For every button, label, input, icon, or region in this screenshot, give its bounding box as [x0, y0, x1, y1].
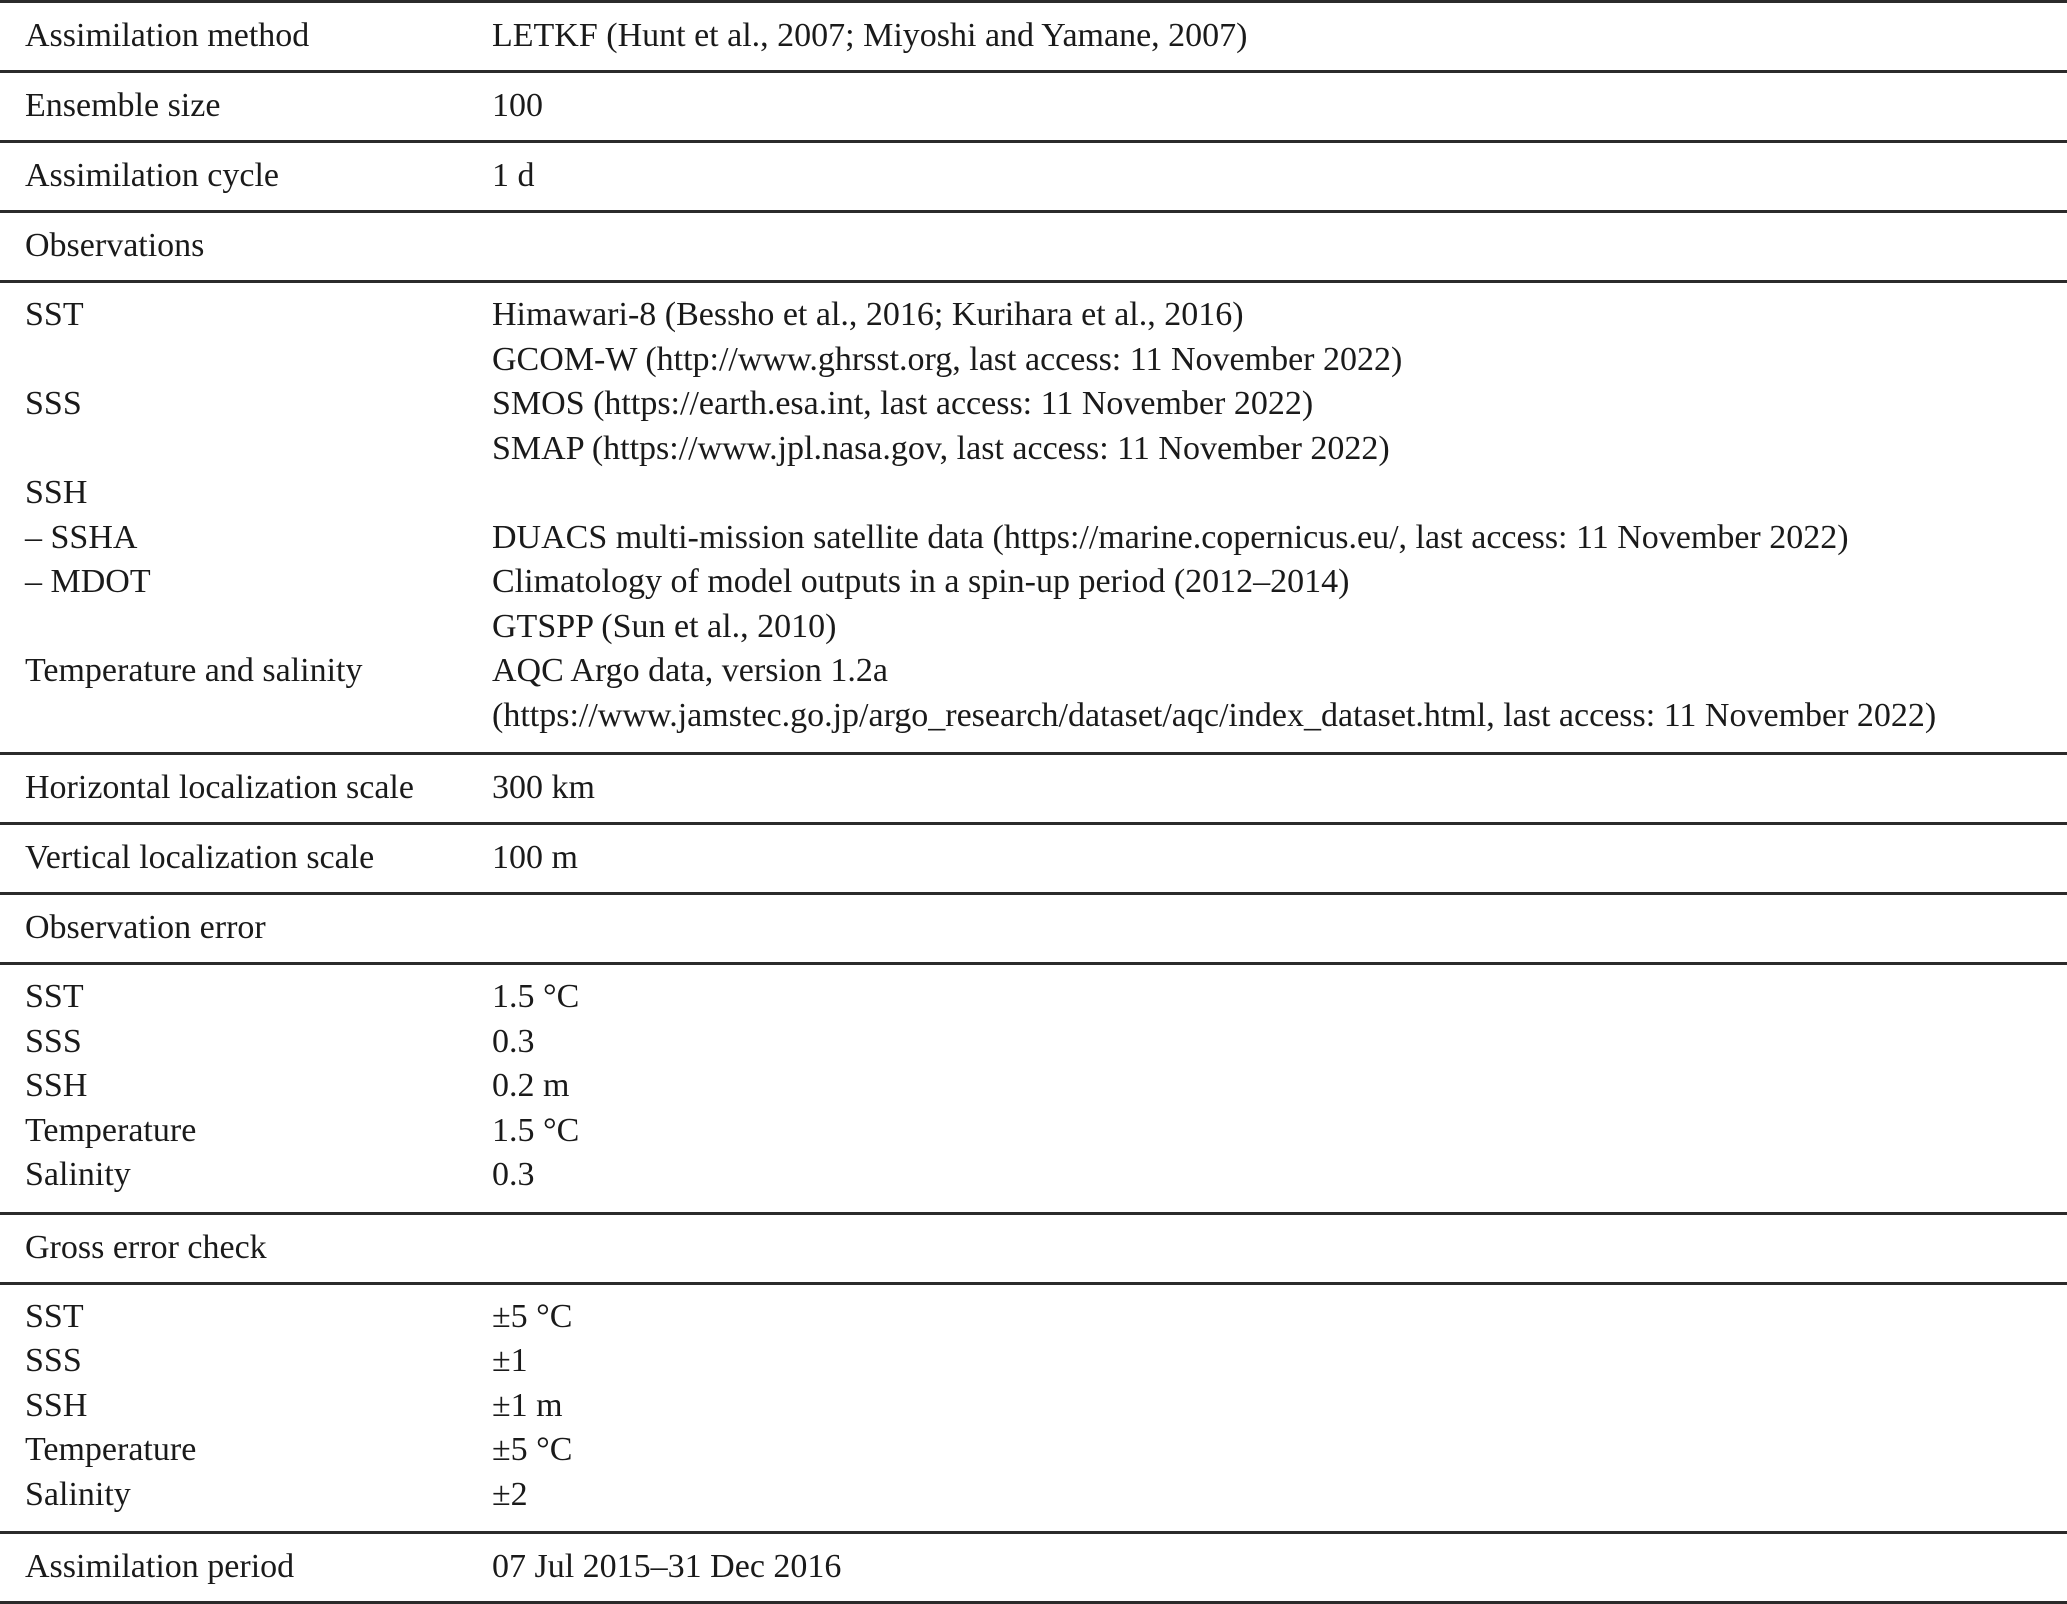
row-label: SSS [25, 385, 82, 422]
row-label: SST [25, 978, 84, 1015]
table-row [0, 975, 2067, 1020]
row-label: Horizontal localization scale [25, 769, 414, 806]
row-value: 07 Jul 2015–31 Dec 2016 [492, 1548, 842, 1585]
table-row [0, 382, 2067, 427]
row-label: SSH [25, 474, 88, 511]
table-row [0, 1109, 2067, 1154]
row-label: SST [25, 296, 84, 333]
row-value: 0.3 [492, 1022, 535, 1060]
row-label [0, 694, 492, 739]
table-row [0, 649, 2067, 694]
table-row [0, 471, 2067, 516]
gross-error-check-block [0, 1285, 2067, 1532]
row-value: ±1 m [492, 1386, 563, 1424]
table-row [0, 1534, 2067, 1601]
section-header-gross-error-check [0, 1215, 2067, 1282]
row-label [0, 338, 492, 383]
table-row [0, 1153, 2067, 1198]
table-row [0, 560, 2067, 605]
row-label: – SSHA [25, 518, 138, 556]
table-row [0, 694, 2067, 739]
table-row [0, 1020, 2067, 1065]
table-row [0, 3, 2067, 70]
row-value: SMAP (https://www.jpl.nasa.gov, last access: 11 November 2022) [492, 429, 1390, 467]
row-value: 1.5 °C [492, 1111, 580, 1149]
section-header-observations [0, 213, 2067, 280]
row-value: LETKF (Hunt et al., 2007; Miyoshi and Yamane, 2007) [492, 17, 1248, 54]
row-label: SSH [25, 1067, 88, 1104]
row-label: – MDOT [25, 563, 151, 600]
row-value: 100 m [492, 839, 578, 876]
row-value: GTSPP (Sun et al., 2010) [492, 607, 837, 645]
row-label: Temperature [25, 1111, 197, 1149]
row-label: Ensemble size [25, 87, 221, 124]
row-label: SST [25, 1297, 84, 1335]
row-label: Assimilation cycle [25, 157, 280, 194]
row-value: 0.2 m [492, 1067, 570, 1104]
section-header-observation-error [0, 895, 2067, 962]
row-value: SMOS (https://earth.esa.int, last access: 11 November 2022) [492, 385, 1314, 422]
row-label: Temperature and salinity [25, 652, 363, 689]
table-row [0, 1295, 2067, 1340]
row-value: DUACS multi-mission satellite data (https://marine.copernicus.eu/, last access: 11 November 2022) [492, 518, 1849, 556]
table-row [0, 143, 2067, 210]
table-row [0, 755, 2067, 822]
table-row [0, 1064, 2067, 1109]
row-value: ±2 [492, 1475, 528, 1513]
table-row [0, 293, 2067, 338]
table-row [0, 1384, 2067, 1429]
table-row [0, 1428, 2067, 1473]
table-row [0, 338, 2067, 383]
row-value: (https://www.jamstec.go.jp/argo_research/dataset/aqc/index_dataset.html, last access: 11 November 2022) [492, 696, 1937, 734]
row-value: GCOM-W (http://www.ghrsst.org, last access: 11 November 2022) [492, 340, 1403, 378]
observation-error-block [0, 965, 2067, 1212]
row-label [0, 427, 492, 472]
row-value: 0.3 [492, 1156, 535, 1193]
section-header: Gross error check [25, 1228, 267, 1266]
row-label: SSS [25, 1342, 82, 1379]
table-row [0, 605, 2067, 650]
row-value: 100 [492, 87, 543, 124]
section-header: Observation error [25, 909, 266, 946]
row-label [0, 605, 492, 650]
row-value: 1.5 °C [492, 978, 580, 1015]
row-value: AQC Argo data, version 1.2a [492, 652, 888, 689]
row-value: Climatology of model outputs in a spin-up period (2012–2014) [492, 563, 1350, 600]
row-label: Assimilation period [25, 1548, 295, 1585]
table-row [0, 427, 2067, 472]
row-label: Assimilation method [25, 17, 310, 54]
row-value: ±5 °C [492, 1431, 573, 1468]
row-label: Salinity [25, 1156, 131, 1193]
row-label: SSS [25, 1022, 82, 1060]
row-value: 1 d [492, 157, 535, 194]
row-label: Temperature [25, 1431, 197, 1468]
table-row [0, 73, 2067, 140]
table-row [0, 1339, 2067, 1384]
row-label: Vertical localization scale [25, 839, 375, 876]
row-value: ±5 °C [492, 1297, 573, 1335]
row-label: SSH [25, 1386, 88, 1424]
observations-block [0, 283, 2067, 752]
row-value: Himawari-8 (Bessho et al., 2016; Kurihara et al., 2016) [492, 296, 1244, 333]
row-value: ±1 [492, 1342, 528, 1379]
row-label: Salinity [25, 1475, 131, 1513]
section-header: Observations [25, 227, 205, 264]
table-row [0, 516, 2067, 561]
table-row [0, 1473, 2067, 1518]
table-row [0, 825, 2067, 892]
row-value: 300 km [492, 769, 595, 806]
